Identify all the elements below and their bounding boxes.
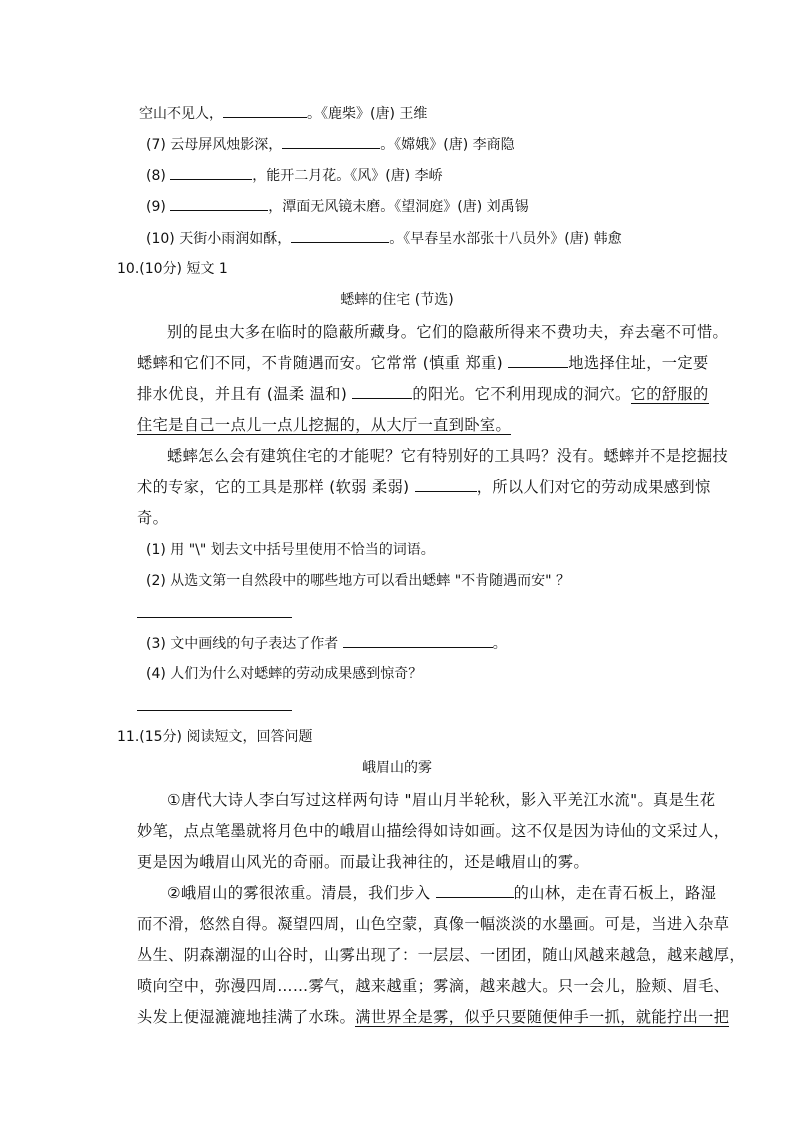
q10-subquestion-3-end: 。	[492, 636, 507, 652]
poem-line-7	[146, 134, 515, 155]
q10-p1-line3-tail: 的阳光。它不利用现成的洞穴。	[412, 385, 631, 403]
q10-subquestion-4: (4) 人们为什么对蟋蟀的劳动成果感到惊奇？	[146, 666, 423, 682]
q10-subquestion-3	[146, 633, 507, 654]
q11-p1-line2: 妙笔，点点笔墨就将月色中的峨眉山描绘得如诗如画。这不仅是因为诗仙的文采过人，	[137, 822, 730, 840]
q10-p1-line3	[137, 384, 709, 404]
q10-p1-line2-text: 蟋蟀和它们不同，不肯随遇而安。它常常 (慎重 郑重)	[137, 354, 509, 372]
q10-header: 10.(10分) 短文 1	[117, 261, 228, 277]
poem-7-blank[interactable]	[282, 134, 380, 149]
q10-p1-line1: 别的昆虫大多在临时的隐蔽所藏身。它们的隐蔽所得来不费功夫，弃去毫不可惜。	[167, 323, 729, 341]
q11-p2-line1	[167, 883, 716, 903]
q11-p2-line5	[137, 1007, 729, 1027]
q11-p2-line1-tail: 的山林，走在青石板上，路湿	[513, 884, 717, 902]
q11-blank-1[interactable]	[436, 883, 514, 898]
q11-p2-line2: 而不滑，悠然自得。凝望四周，山色空蒙，真像一幅淡淡的水墨画。可是，当进入杂草	[137, 915, 730, 933]
poem-9-text-before: (9)	[146, 199, 171, 215]
poem-10-text-before: (10) 天街小雨润如酥，	[146, 231, 292, 247]
poem-8-text-after: ，能开二月花。《风》(唐) 李峤	[252, 168, 443, 184]
poem-line-9	[146, 196, 529, 217]
q10-p2-line2	[137, 477, 711, 497]
q10-p1-line2	[137, 353, 709, 373]
q10-answer-line-4[interactable]	[137, 710, 292, 711]
poem-line-6	[139, 103, 427, 124]
q10-subquestion-2: (2) 从选文第一自然段中的哪些地方可以看出蟋蟀 "不肯随遇而安" ？	[146, 573, 571, 589]
q11-p2-line3: 丛生、阴森潮湿的山谷时，山雾出现了：一层层、一团团，随山风越来越急，越来越厚，	[137, 946, 745, 964]
q10-subquestion-1: (1) 用 "\" 划去文中括号里使用不恰当的词语。	[146, 542, 435, 558]
poem-line-8	[146, 165, 443, 186]
q10-p1-line2-tail: 地选择住址，一定要	[568, 354, 709, 372]
q11-p1-line1: ①唐代大诗人李白写过这样两句诗 "眉山月半轮秋，影入平羌江水流"。真是生花	[167, 791, 716, 809]
poem-9-blank[interactable]	[170, 196, 268, 211]
q11-p2-line4: 喷向空中，弥漫四周……雾气，越来越重；雾滴，越来越大。只一会儿，脸颊、眉毛、	[137, 977, 730, 995]
q11-header: 11.(15分) 阅读短文，回答问题	[117, 729, 313, 745]
poem-10-text-after: 。《早春呈水部张十八员外》(唐) 韩愈	[389, 231, 622, 247]
q11-p2-line5-text: 头发上便湿漉漉地挂满了水珠。	[137, 1008, 356, 1026]
q10-answer-line-2[interactable]	[137, 617, 292, 618]
q11-p2-line1-text: ②峨眉山的雾很浓重。清晨，我们步入	[167, 884, 436, 902]
poem-8-blank[interactable]	[170, 165, 252, 180]
poem-6-text-after: 。《鹿柴》(唐) 王维	[307, 106, 428, 122]
q10-underlined-sentence-start: 它的舒服的	[630, 385, 709, 403]
q10-blank-1[interactable]	[508, 353, 568, 368]
q10-underlined-sentence-end: 住宅是自己一点儿一点儿挖掘的，从大厅一直到卧室。	[137, 416, 512, 434]
q10-p1-line3-text: 排水优良，并且有 (温柔 温和)	[137, 385, 353, 403]
q10-subquestion-3-text: (3) 文中画线的句子表达了作者	[146, 636, 343, 652]
poem-6-text-before: 空山不见人，	[139, 106, 223, 122]
poem-9-text-after: ，潭面无风镜未磨。《望洞庭》(唐) 刘禹锡	[268, 199, 529, 215]
q11-passage-title: 峨眉山的雾	[362, 760, 432, 776]
poem-6-blank[interactable]	[223, 103, 307, 118]
q10-p2-line3: 奇。	[137, 509, 169, 527]
q10-answer-blank-3[interactable]	[343, 633, 493, 648]
poem-10-blank[interactable]	[291, 228, 389, 243]
q10-p1-line4	[137, 415, 511, 435]
q11-underlined-sentence: 满世界全是雾，似乎只要随便伸手一抓，就能拧出一把	[355, 1008, 730, 1026]
q11-p1-line3: 更是因为峨眉山风光的奇丽。而最让我神往的，还是峨眉山的雾。	[137, 853, 590, 871]
poem-line-10	[146, 228, 622, 249]
q10-blank-2[interactable]	[352, 384, 412, 399]
poem-8-text-before: (8)	[146, 168, 171, 184]
poem-7-text-before: (7) 云母屏风烛影深，	[146, 137, 283, 153]
poem-7-text-after: 。《嫦娥》(唐) 李商隐	[380, 137, 515, 153]
q10-p2-line1: 蟋蟀怎么会有建筑住宅的才能呢？它有特别好的工具吗？没有。蟋蟀并不是挖掘技	[167, 447, 729, 465]
q10-passage-title: 蟋蟀的住宅 (节选)	[340, 292, 454, 308]
q10-p2-line2-tail: ，所以人们对它的劳动成果感到惊	[476, 478, 711, 496]
q10-blank-3[interactable]	[415, 477, 477, 492]
q10-p2-line2-text: 术的专家，它的工具是那样 (软弱 柔弱)	[137, 478, 415, 496]
